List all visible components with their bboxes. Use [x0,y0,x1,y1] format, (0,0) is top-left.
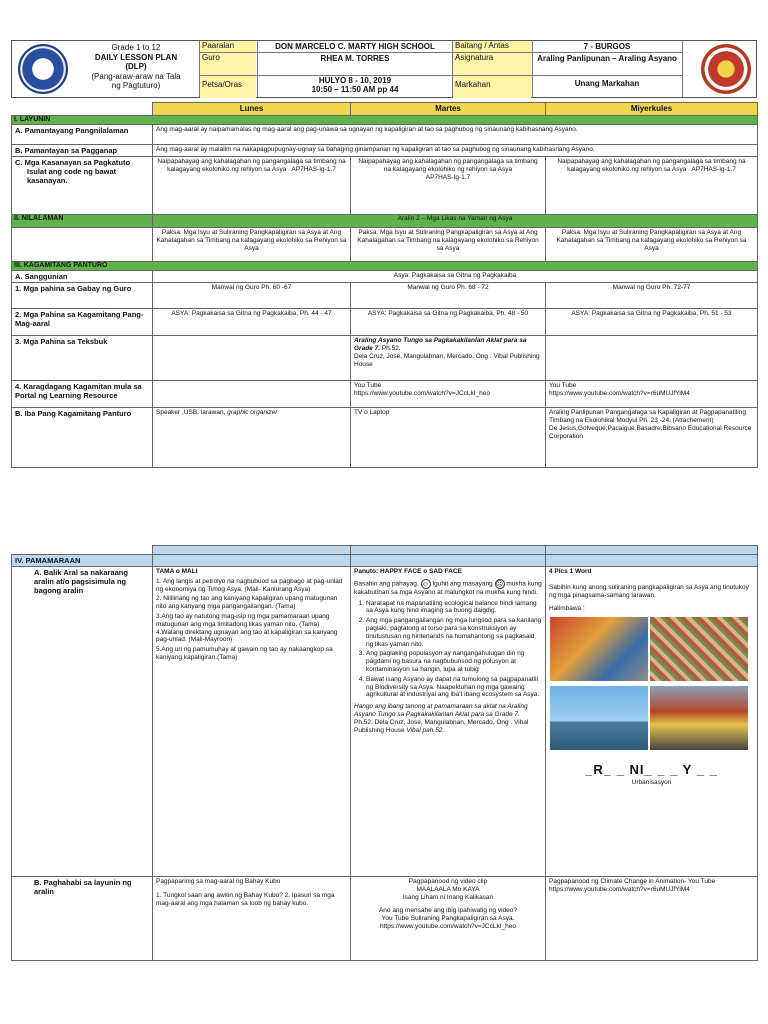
label-guro: Guro [200,53,256,75]
paksa-wednesday: Paksa: Mga Isyu at Suliraning Pangkapaligiran sa Asya at Ang Kahalagahan sa Timbang na kalagayang ekolohiko sa Rehiyon sa Asya [546,227,758,261]
tama-mali-items [156,578,347,662]
gabay-wednesday: Manwal ng Guro Ph. 72-77 [546,283,758,309]
puzzle-answer: Urbanisasyon [631,779,672,787]
city-crowd-photo [550,617,648,681]
lesson-table-part-1 [11,102,758,468]
row-label: A. Balik Aral sa nakaraang aralin at/o pagsisimula ng bagong aralin [12,567,153,877]
text-line: Isang Liham ni Inang Kalikasan [402,893,494,901]
school-name: DON MARCELO C. MARTY HIGH SCHOOL [275,42,435,51]
plan-title [74,43,198,91]
youtube-link[interactable]: https://www.youtube.com/watch?v=JCcLkI_heo [379,922,517,930]
list-item: 3.Ang tao ay natutong mag-isip ng mga pamamaraan upang matugunan ang mga limitadong likas yaman nito. (Tama) 4.Walang direktang ugnayan ang tao at kapaligiran sa kanyang pag-unlad. (Mali-Mayroon) [156,612,338,644]
pamantayang-pangnilalaman: Ang mag-aaral ay naipamamalas ng mag-aaral ang pag-unawa sa ugnayan ng kapaligiran at tao sa paghubog ng sinaunang kabihasnang Asyano. [153,124,758,144]
youtube-link[interactable]: https://www.youtube.com/watch?v=r6uMUJfYiM4 [549,390,690,398]
title-line: (DLP) [125,62,147,72]
aralin-title: Aralin 2 – Mga Likas na Yaman ng Asya [153,214,758,227]
source-note: Hango ang ibang tanong at pamamaraan sa aklat na Araling Asyano Tungo sa Pagkakakilanlan Aklat para sa Grade 7. [354,703,528,718]
teksbuk-tuesday [351,336,546,381]
example-label: Halimbawa : [549,605,585,613]
statue-of-liberty-photo [550,686,648,750]
happy-face-icon: ☺ [421,580,430,588]
row-label: A. Pamantayang Pangnilalaman [12,124,153,144]
text-part: Basahin ang pahayag. [354,580,419,588]
portal-wednesday [546,381,758,408]
text-part: graphic organizer [225,409,278,417]
pamantayan-sa-pagganap: Ang mag-aaral ay malalim na nakapagpupugnay-ugnay sa bahaging ginampanan ng kapaligiran at tao sa paghubog ng sinaunang kabihasnang Asyano. [153,144,758,156]
row-label: 4. Karagdagang Kagamitan mula sa Portal ng Learning Resource [12,381,153,408]
title-line: Grade 1 to 12 [111,43,161,52]
list-item: 1. Ang langis at petrolyo na nagbubuod sa pagbago at pag-unlad ng ekonomiya ng Timog Asya. (Mali- Kanlurang Asya) [156,577,343,593]
text-line: 1. Tungkol saan ang awitin ng Bahay Kubo? 2. Ipasuri sa mga mag-aaral ang mga halaman sa loob ng bahay kubo. [156,891,335,907]
kasanayan-monday: Naipapahayag ang kahalagahan ng pangangalaga sa timbang na kalagayang ekolohiko ng rehiyon sa Asya . AP7HAS-Ig-1.7 [153,156,351,214]
row-label [12,156,153,214]
text-part: mukha kung kakabutihan sa mga Asyano at malungkot na mukha kung hindi. [354,580,542,596]
activity-intro [354,579,542,597]
iba-pang-tuesday: TV o Laptop [351,408,546,468]
subject: Araling Panlipunan – Araling Asyano [537,54,677,63]
label-markahan: Markahan [453,76,531,98]
day-wednesday: Miyerkules [546,103,758,116]
lesson-time: 10:50 – 11:50 AM pp 44 [311,85,399,94]
balik-aral-tuesday [351,567,546,877]
text-part: Ph.52. Dela Cruz, Jose, Mangulabnan, Mercado, Ong . Vibal Publishing House [354,718,529,734]
resource-name: You Tube [549,382,577,390]
lesson-plan-header [11,40,757,98]
text-part: Vibal pah.52. [404,726,445,734]
label-petsa: Petsa/Oras [200,76,256,98]
text-line: AP7HAS-Ig-1.7 [425,173,471,181]
text-line: Naipapahayag ang kahalagahan ng pangangalaga sa timbang na kalagayang ekolohiko ng rehiyon sa Asya [358,157,538,173]
title-line: ng Pagtuturo) [111,81,161,91]
iba-pang-monday [153,408,351,468]
title-line: DAILY LESSON PLAN [94,52,178,62]
housing-photo [650,617,748,681]
paghahabi-wednesday [546,877,758,961]
text-line: Araling Panlipunan Pangangalaga sa Kapaligiran at Pagpapanatiling Timbang na Ekolohikal Modyul Ph. 23 -24. (Attachement) [549,409,746,425]
paghahabi-monday [153,877,351,961]
lesson-date: HULYO 8 - 10, 2019 [318,76,392,85]
text-line: Ano ang mensahe ang ibig ipahiwatig ng video? [378,907,518,915]
kasanayan-tuesday [351,156,546,214]
title-line: (Pang-araw-araw na Tala [91,71,181,81]
book-authors: Dela Cruz, Jose, Mangulabnan, Mercado, Ong . Vibal Publishing House [354,352,540,368]
text-line: De Jesus,Golveque,Pacaigue,Basadre,Bibsano Educational Resource Corporation [549,424,752,440]
text-line: MAALAALA Mo KAYA [416,885,480,893]
list-item: 5.Ang uri ng pamumuhay at gawain ng tao ay nakaangkop sa kaniyang kapaligiran.(Tama) [156,646,333,661]
row-label: B. Pamantayan sa Pagganap [12,144,153,156]
day-monday: Lunes [153,103,351,116]
section-pamamaraan: IV. PAMAMARAAN [12,555,153,567]
pang-mag-aaral-monday: ASYA: Pagkakaisa sa Gitna ng Pagkakaiba, Ph. 44 - 47 [153,309,351,336]
resource-name: You Tube [354,382,382,390]
four-pics-grid [549,616,754,754]
text-line: Pagpapanood ng video clip [408,878,488,885]
sad-face-icon: ☹ [495,580,504,588]
list-item: 1. Nararapat na mapanatiling ecological balance hindi lamang sa Asya kung hind imaging sa buong daigdig. [366,600,542,616]
pang-mag-aaral-wednesday: ASYA: Pagkakaisa sa Gitna ng Pagkakaiba, Ph. 51 - 53 [546,309,758,336]
day-tuesday: Martes [351,103,546,116]
row-label: A. Sanggunian [12,271,153,283]
kasanayan-wednesday: Naipapahayag ang kahalagahan ng pangangalaga sa timbang na kalagayang ekolohiko ng rehiyon sa Asya . AP7HAS-Ig-1.7 [546,156,758,214]
activity-instructions: Sabihin kung anong suliraning pangkapaligiran sa Asya ang tinutukoy ng mga pinagsama-samang larawan. [549,583,749,599]
portal-tuesday [351,381,546,408]
paghahabi-tuesday [351,877,546,961]
activity-title: 4 Pics 1 Word [549,568,592,575]
school-seal-icon [701,44,751,94]
balik-aral-wednesday [546,567,758,877]
grade-section: 7 - BURGOS [583,42,631,51]
activity-title: TAMA o MALI [156,568,198,575]
teacher-name: RHEA M. TORRES [320,54,390,63]
youtube-link[interactable]: https://www.youtube.com/watch?v=r6uMUJfYiM4 [549,885,690,893]
youtube-link[interactable]: https://www.youtube.com/watch?v=JCcLkI_heo [354,390,491,398]
list-item: 2. Nililinang ng tao ang kaniyang kapaligiran upang matugunan nito ang kanyang mga pangangailangan. (Tama) [156,595,338,611]
balik-aral-monday [153,567,351,877]
list-item: 2. Ang mga pangangailangan ng mga lungsod para sa kanilang paglaki, pagtatong at torso para sa konstruksiyon ay tinutustusan ng hinterlands na humahantong sa pagkasaid ng likas yaman nito. [366,617,542,648]
text-part: Speaker ,USB, larawan, [156,409,226,417]
traffic-photo [650,686,748,750]
label-paaralan: Paaralan [200,41,256,52]
section-layunin: I. LAYUNIN [12,115,758,124]
list-item: 3. Ang paglaking populasyon ay nangangahulugan din ng pagdami ng basura na nagbubunsod ng polusyon at kontaminasyon sa hangin, lupa at tubig [366,650,542,673]
activity-title: Panuto: HAPPY FACE o SAD FACE [354,568,462,575]
row-label: B. Iba Pang Kagamitang Panturo [12,408,153,468]
label-baitang: Baitang / Antas [453,41,531,52]
paksa-monday: Paksa: Mga Isyu at Suliraning Pangkapaligiran sa Asya at Ang Kahalagahan sa Timbang na kalagayang ekolohiko sa Rehiyon sa Asya [153,227,351,261]
happy-sad-items [354,600,542,700]
row-label: 2. Mga Pahina sa Kagamitang Pang-Mag-aaral [12,309,153,336]
row-label: 1. Mga pahina sa Gabay ng Guro [12,283,153,309]
label-asignatura: Asignatura [453,53,531,75]
deped-seal-icon [18,44,68,94]
label-line: Isulat ang code ng bawat kasanayan. [27,166,117,185]
iba-pang-wednesday [546,408,758,468]
text-line: You Tube Suliraning Pangkapaligiran sa Asya. [381,915,515,923]
lesson-table-part-2 [11,545,758,961]
book-page: Ph.52. [380,345,401,353]
row-label: B. Paghahabi sa layunin ng aralin [12,877,153,961]
text-line: Pagpaparinig sa mag-aaral ng Bahay Kubo [156,878,281,885]
section-nilalaman: II. NILALAMAN [12,214,153,227]
gabay-tuesday: Manwal ng Guro Ph. 68 - 72 [351,283,546,309]
text-line: Pagpapanood ng Climate Change in Animation- You Tube [549,878,716,885]
text-part: Iguhit ang masayang [432,580,493,588]
row-label: 3. Mga Pahina sa Teksbuk [12,336,153,381]
section-kagamitan: III. KAGAMITANG PANTURO [12,261,758,270]
pang-mag-aaral-tuesday: ASYA: Pagkakaisa sa Gitna ng Pagkakaiba, Ph. 48 - 50 [351,309,546,336]
book-title: Araling Asyano Tungo sa Pagkakakilanlan Aklat para sa Grade 7. [354,337,527,353]
sanggunian-text: Asya: Pagkakaisa sa Gitna ng Pagkakaiba [153,271,758,283]
gabay-monday: Manwal ng Guro Ph. 60 -67 [153,283,351,309]
paksa-tuesday: Paksa: Mga Isyu at Suliraning Pangkapaligiran sa Asya at Ang Kahalagahan sa Timbang na kalagayang ekolohiko sa Rehiyon sa Asya [351,227,546,261]
word-puzzle: _R_ _ NI_ _ _ Y _ _ [585,761,718,777]
quarter: Unang Markahan [574,79,640,88]
list-item: 4. Bawat isang Asyano ay dapat na tumulong sa pagpapanatili ng Biodiversity sa Asya. Naapektuhan ng mga gawaing agrikultural at industriyal ang iba't ibang ecosystem sa Asya. [366,676,542,699]
label-line: C. Mga Kasanayan sa Pagkatuto [15,157,131,167]
